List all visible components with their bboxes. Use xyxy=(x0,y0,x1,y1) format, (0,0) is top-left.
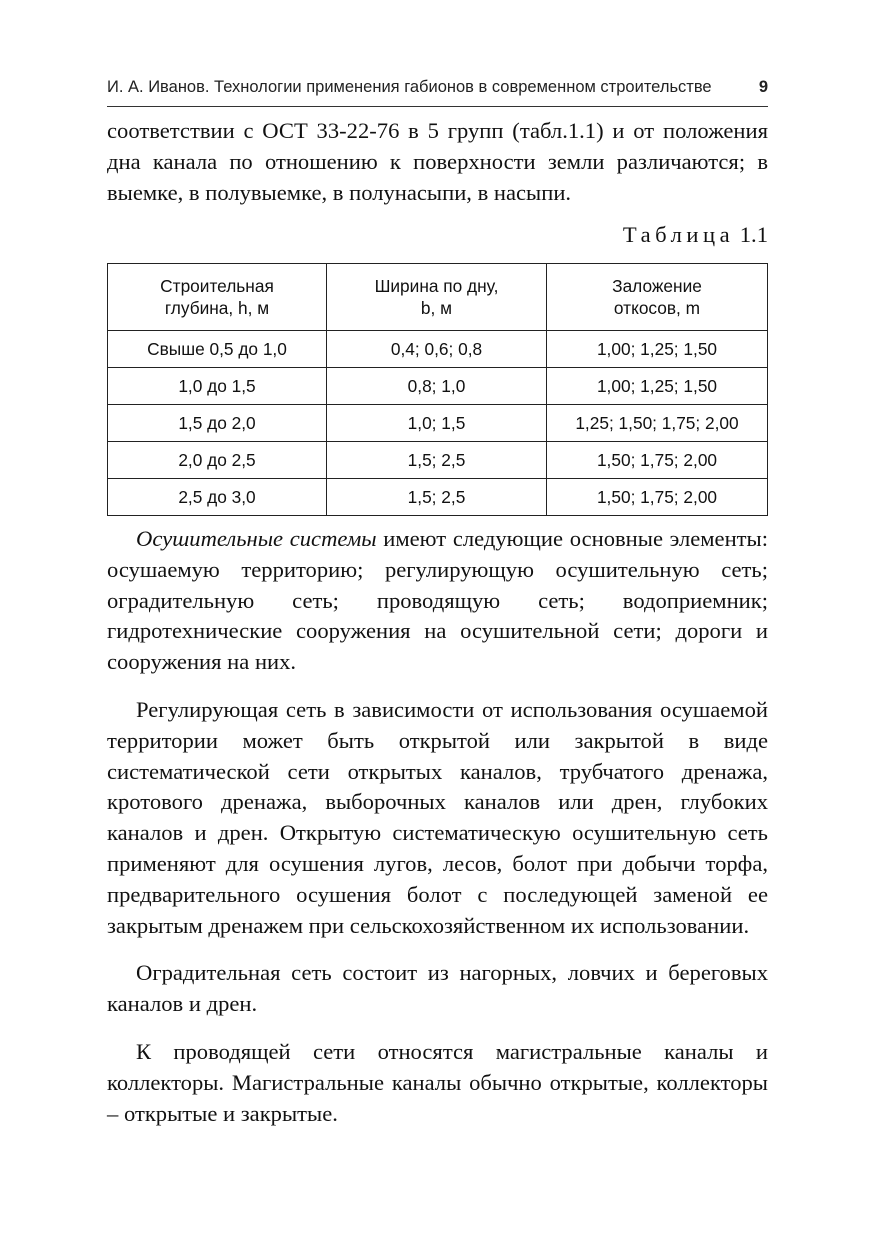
running-title: И. А. Иванов. Технологии применения габионов в современном строительстве xyxy=(107,78,712,96)
paragraph-regulating-network: Регулирующая сеть в зависимости от использования осушаемой территории может быть открытой или закрытой в виде систематической сети открытых каналов, трубчатого дренажа, кротового дренажа, выборочных каналов или дрен, глубоких каналов и дрен. Открытую систематическую осушительную сеть применяют для осушения лугов, лесов, болот при добычи торфа, предварительного осушения болот с последующей заменой ее закрытым дренажем при сельскохозяйственном их использовании. xyxy=(107,696,768,938)
header-width-line1: Ширина по дну, xyxy=(374,276,499,296)
table-row xyxy=(108,368,768,405)
table-caption-word: Таблица xyxy=(622,222,735,247)
running-header xyxy=(107,78,768,107)
table-row xyxy=(108,442,768,479)
table-row xyxy=(108,479,768,516)
table-header-row xyxy=(108,264,768,331)
header-depth-line2: глубина, h, м xyxy=(164,298,270,318)
cell-width: 0,4; 0,6; 0,8 xyxy=(326,331,546,368)
paragraph-italic-lead: Осушительные системы xyxy=(136,526,377,551)
cell-depth: 2,0 до 2,5 xyxy=(108,442,327,479)
header-width xyxy=(326,264,546,331)
table-row xyxy=(108,331,768,368)
paragraph-drainage-systems xyxy=(107,524,768,678)
cell-slope: 1,25; 1,50; 1,75; 2,00 xyxy=(546,405,767,442)
cell-slope: 1,50; 1,75; 2,00 xyxy=(546,442,767,479)
cell-depth: 1,5 до 2,0 xyxy=(108,405,327,442)
cell-slope: 1,50; 1,75; 2,00 xyxy=(546,479,767,516)
table-row xyxy=(108,405,768,442)
channel-parameters-table xyxy=(107,263,768,516)
header-depth-line1: Строительная xyxy=(160,276,274,296)
header-slope-line2: откосов, m xyxy=(613,298,701,318)
paragraph-protective-network: Оградительная сеть состоит из нагорных, ловчих и береговых каналов и дрен. xyxy=(107,960,768,1017)
cell-slope: 1,00; 1,25; 1,50 xyxy=(546,368,767,405)
cell-width: 1,5; 2,5 xyxy=(326,442,546,479)
header-slope-line1: Заложение xyxy=(612,276,702,296)
header-depth xyxy=(108,264,327,331)
cell-width: 1,5; 2,5 xyxy=(326,479,546,516)
table-caption-number: 1.1 xyxy=(739,222,768,247)
cell-depth: 1,0 до 1,5 xyxy=(108,368,327,405)
main-text xyxy=(107,524,768,1129)
cell-width: 0,8; 1,0 xyxy=(326,368,546,405)
paragraph-text: имеют следующие основные элементы: осушаемую территорию; регулирующую осушительную сеть; оградительную сеть; проводящую сеть; водоприемник; гидротехнические сооружения на осушительной сети; дороги и сооружения на них. xyxy=(107,526,768,675)
paragraph-conducting-network: К проводящей сети относятся магистральные каналы и коллекторы. Магистральные каналы обычно открытые, коллекторы – открытые и закрытые. xyxy=(107,1038,768,1126)
header-width-line2: b, м xyxy=(420,298,453,318)
cell-width: 1,0; 1,5 xyxy=(326,405,546,442)
table-caption xyxy=(107,222,768,248)
page-number: 9 xyxy=(758,78,768,96)
intro-paragraph: соответствии с ОСТ 33-22-76 в 5 групп (табл.1.1) и от положения дна канала по отношению к поверхности земли различаются; в выемке, в полувыемке, в полунасыпи, в насыпи. xyxy=(107,118,768,205)
cell-depth: Свыше 0,5 до 1,0 xyxy=(108,331,327,368)
intro-text xyxy=(107,116,768,208)
cell-slope: 1,00; 1,25; 1,50 xyxy=(546,331,767,368)
header-slope xyxy=(546,264,767,331)
cell-depth: 2,5 до 3,0 xyxy=(108,479,327,516)
